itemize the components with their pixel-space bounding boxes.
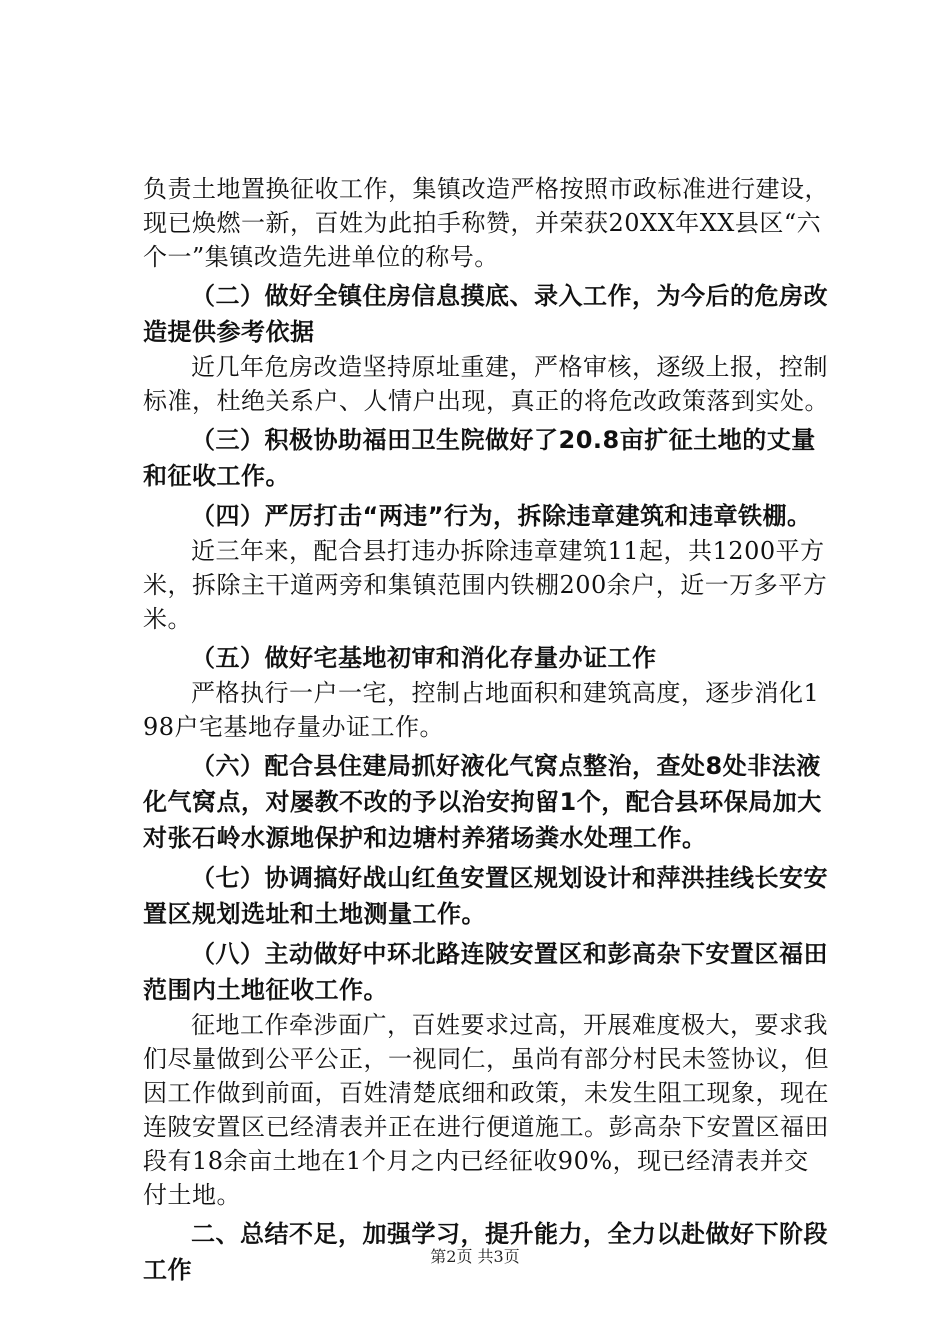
heading-section-6: （六）配合县住建局抓好液化气窝点整治，查处8处非法液化气窝点，对屡教不改的予以治安拘留1个，配合县环保局加大对张石岭水源地保护和边塘村养猪场粪水处理工作。	[143, 752, 822, 852]
page-footer: 第2页 共3页	[430, 1247, 520, 1266]
document-body	[143, 172, 833, 1288]
paragraph-5: 严格执行一户一宅，控制占地面积和建筑高度，逐步消化198户宅基地存量办证工作。	[143, 679, 820, 741]
paragraph-8: 征地工作牵涉面广，百姓要求过高，开展难度极大，要求我们尽量做到公平公正，一视同仁，虽尚有部分村民未签协议，但因工作做到前面，百姓清楚底细和政策，未发生阻工现象，现在连陂安置区已经清表并正在进行便道施工。彭高杂下安置区福田段有18余亩土地在1个月之内已经征收90%，现已经清表并交付土地。	[143, 1011, 829, 1209]
heading-section-5: （五）做好宅基地初审和消化存量办证工作	[191, 644, 657, 672]
heading-section-7: （七）协调搞好战山红鱼安置区规划设计和萍洪挂线长安安置区规划选址和土地测量工作。	[143, 864, 828, 928]
heading-section-8: （八）主动做好中环北路连陂安置区和彭高杂下安置区福田范围内土地征收工作。	[143, 940, 828, 1004]
paragraph-1: 负责土地置换征收工作，集镇改造严格按照市政标准进行建设，现已焕燃一新，百姓为此拍手称赞，并荣获20XX年XX县区“六个一”集镇改造先进单位的称号。	[143, 175, 829, 271]
heading-part-two: 二、总结不足，加强学习，提升能力，全力以赴做好下阶段工作	[143, 1220, 828, 1284]
paragraph-2: 近几年危房改造坚持原址重建，严格审核，逐级上报，控制标准，杜绝关系户、人情户出现，真正的将危改政策落到实处。	[143, 353, 829, 415]
heading-section-2: （二）做好全镇住房信息摸底、录入工作，为今后的危房改造提供参考依据	[143, 282, 828, 346]
paragraph-4: 近三年来，配合县打违办拆除违章建筑11起，共1200平方米，拆除主干道两旁和集镇范围内铁棚200余户，近一万多平方米。	[143, 537, 828, 633]
heading-section-4: （四）严厉打击“两违”行为，拆除违章建筑和违章铁棚。	[191, 502, 812, 530]
heading-section-3: （三）积极协助福田卫生院做好了20.8亩扩征土地的丈量和征收工作。	[143, 426, 816, 490]
